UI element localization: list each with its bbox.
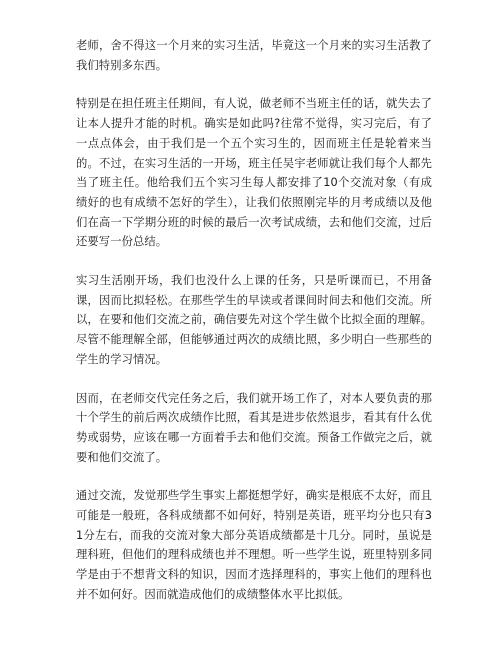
paragraph-1: 老师，舍不得这一个月来的实习生活，毕竟这一个月来的实习生活教了我们特别多东西。 (76, 39, 432, 72)
paragraph-4: 因而，在老师交代完任务之后，我们就开场工作了，对本人要负责的那十个学生的前后两次成绩作比照，看其是进步依然退步，看其有什么优势或弱势，应该在哪一方面着手去和他们交流。预备工作做完之后，就要和他们交流了。 (76, 391, 432, 464)
paragraph-3: 实习生活刚开场，我们也没什么上课的任务，只是听课而已，不用备课，因而比拟轻松。在那些学生的早读或者课间时间去和他们交流。所以，在要和他们交流之前，确信要先对这个学生做个比拟全面的理解。尽管不能理解全部，但能够通过两次的成绩比照，多少明白一些那些的学生的学习情况。 (76, 274, 432, 366)
paragraph-5: 通过交流，发觉那些学生事实上都挺想学好，确实是根底不太好，而且可能是一般班，各科成绩都不如何好，特别是英语，班平均分也只有31分左右，而我的交流对象大部分英语成绩都是十几分。同时，虽说是理科班，但他们的理科成绩也并不理想。听一些学生说，班里特别多同学是由于不想背文科的知识，因而才选择理科的，事实上他们的理科也并不如何好。因而就造成他们的成绩整体水平比拟低。 (76, 489, 432, 601)
document-body (76, 36, 432, 624)
paragraph-2: 特别是在担任班主任期间，有人说，做老师不当班主任的话，就失去了让本人提升才能的时机。确实是如此吗?往常不觉得，实习完后，有了一点点体会，由于我们是一个五个实习生的，因而班主任是轮着来当的。不过，在实习生活的一开场，班主任吴宇老师就让我们每个人都先当了班主任。他给我们五个实习生每人都安排了10个交流对象（有成绩好的也有成绩不怎好的学生），让我们依照刚完毕的月考成绩以及他们在高一下学期分班的时候的最后一次考试成绩，去和他们交流，过后还要写一份总结。 (76, 97, 432, 249)
